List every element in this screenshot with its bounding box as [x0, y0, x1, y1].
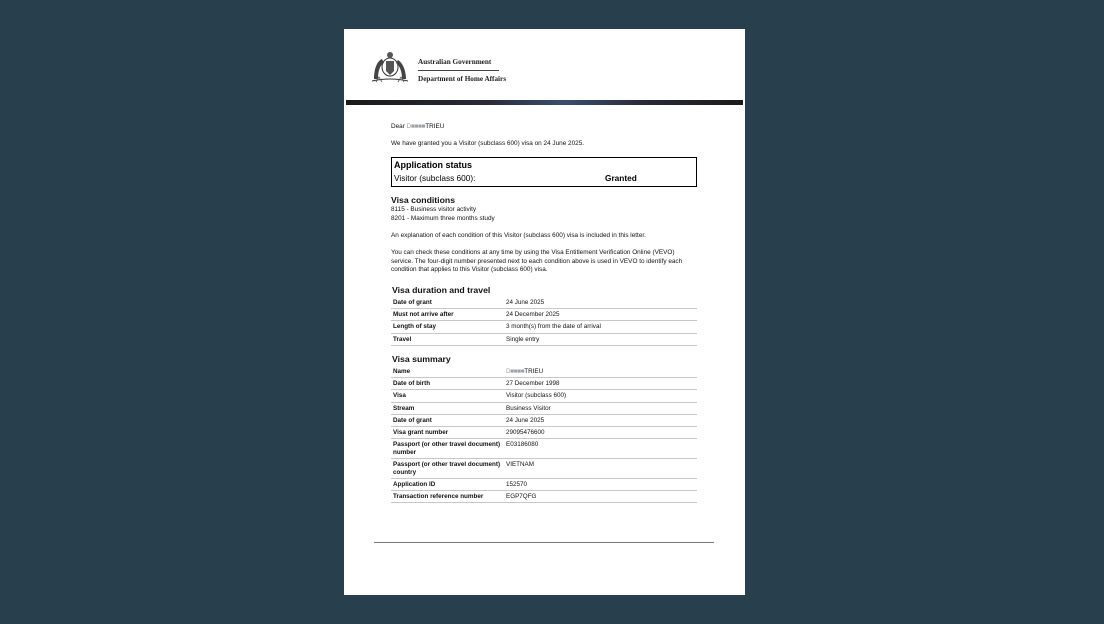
table-row: Date of grant 24 June 2025 [391, 414, 697, 426]
visa-duration-table [391, 297, 697, 346]
table-row: Must not arrive after 24 December 2025 [391, 309, 697, 321]
application-status-box [391, 157, 697, 187]
table-row: Name D■■■■TRIEU [391, 366, 697, 378]
status-label: Visitor (subclass 600): [394, 173, 476, 183]
table-row: Travel Single entry [391, 333, 697, 345]
vevo-note: You can check these conditions at any time by using the Visa Entitlement Verification Online (VEVO) service. The four-digit number presented next to each condition above is used in VEVO to identify each condition that applies to this Visitor (subclass 600) visa. [391, 249, 683, 273]
grant-statement: We have granted you a Visitor (subclass 600) visa on 24 June 2025. [391, 140, 585, 148]
redacted-given-name: D■■■■ [406, 123, 426, 130]
table-row: Length of stay 3 month(s) from the date of arrival [391, 321, 697, 333]
salutation: Dear D■■■■TRIEU [391, 123, 445, 130]
table-row: Application ID 152570 [391, 478, 697, 490]
visa-duration-heading: Visa duration and travel [392, 285, 491, 295]
status-value: Granted [605, 173, 637, 183]
coat-of-arms-icon [368, 49, 412, 85]
visa-summary-table [391, 366, 697, 503]
redacted-given-name: D■■■■ [506, 368, 525, 375]
footer-divider [374, 542, 714, 543]
table-row: Transaction reference number EGP7QFG [391, 490, 697, 502]
conditions-explanation: An explanation of each condition of this Visitor (subclass 600) visa is included in this letter. [391, 232, 646, 239]
table-row: Passport (or other travel document) number E03186080 [391, 439, 697, 459]
table-row: Visa Visitor (subclass 600) [391, 390, 697, 402]
visa-summary-heading: Visa summary [392, 354, 451, 364]
condition-item: 8201 - Maximum three months study [391, 214, 495, 222]
table-row: Passport (or other travel document) country VIETNAM [391, 458, 697, 478]
table-row: Date of grant 24 June 2025 [391, 297, 697, 309]
table-row: Stream Business Visitor [391, 402, 697, 414]
government-wordmark: Australian Government Department of Home Affairs [418, 58, 507, 83]
application-status-heading: Application status [394, 160, 473, 170]
visa-grant-letter [344, 29, 745, 595]
header-bar [346, 100, 743, 105]
table-row: Date of birth 27 December 1998 [391, 378, 697, 390]
visa-conditions-heading: Visa conditions [391, 195, 456, 205]
letter-intro [391, 123, 697, 149]
condition-item: 8115 - Business visitor activity [391, 206, 477, 213]
condition-list [391, 206, 697, 223]
table-row: Visa grant number 29095476600 [391, 426, 697, 438]
